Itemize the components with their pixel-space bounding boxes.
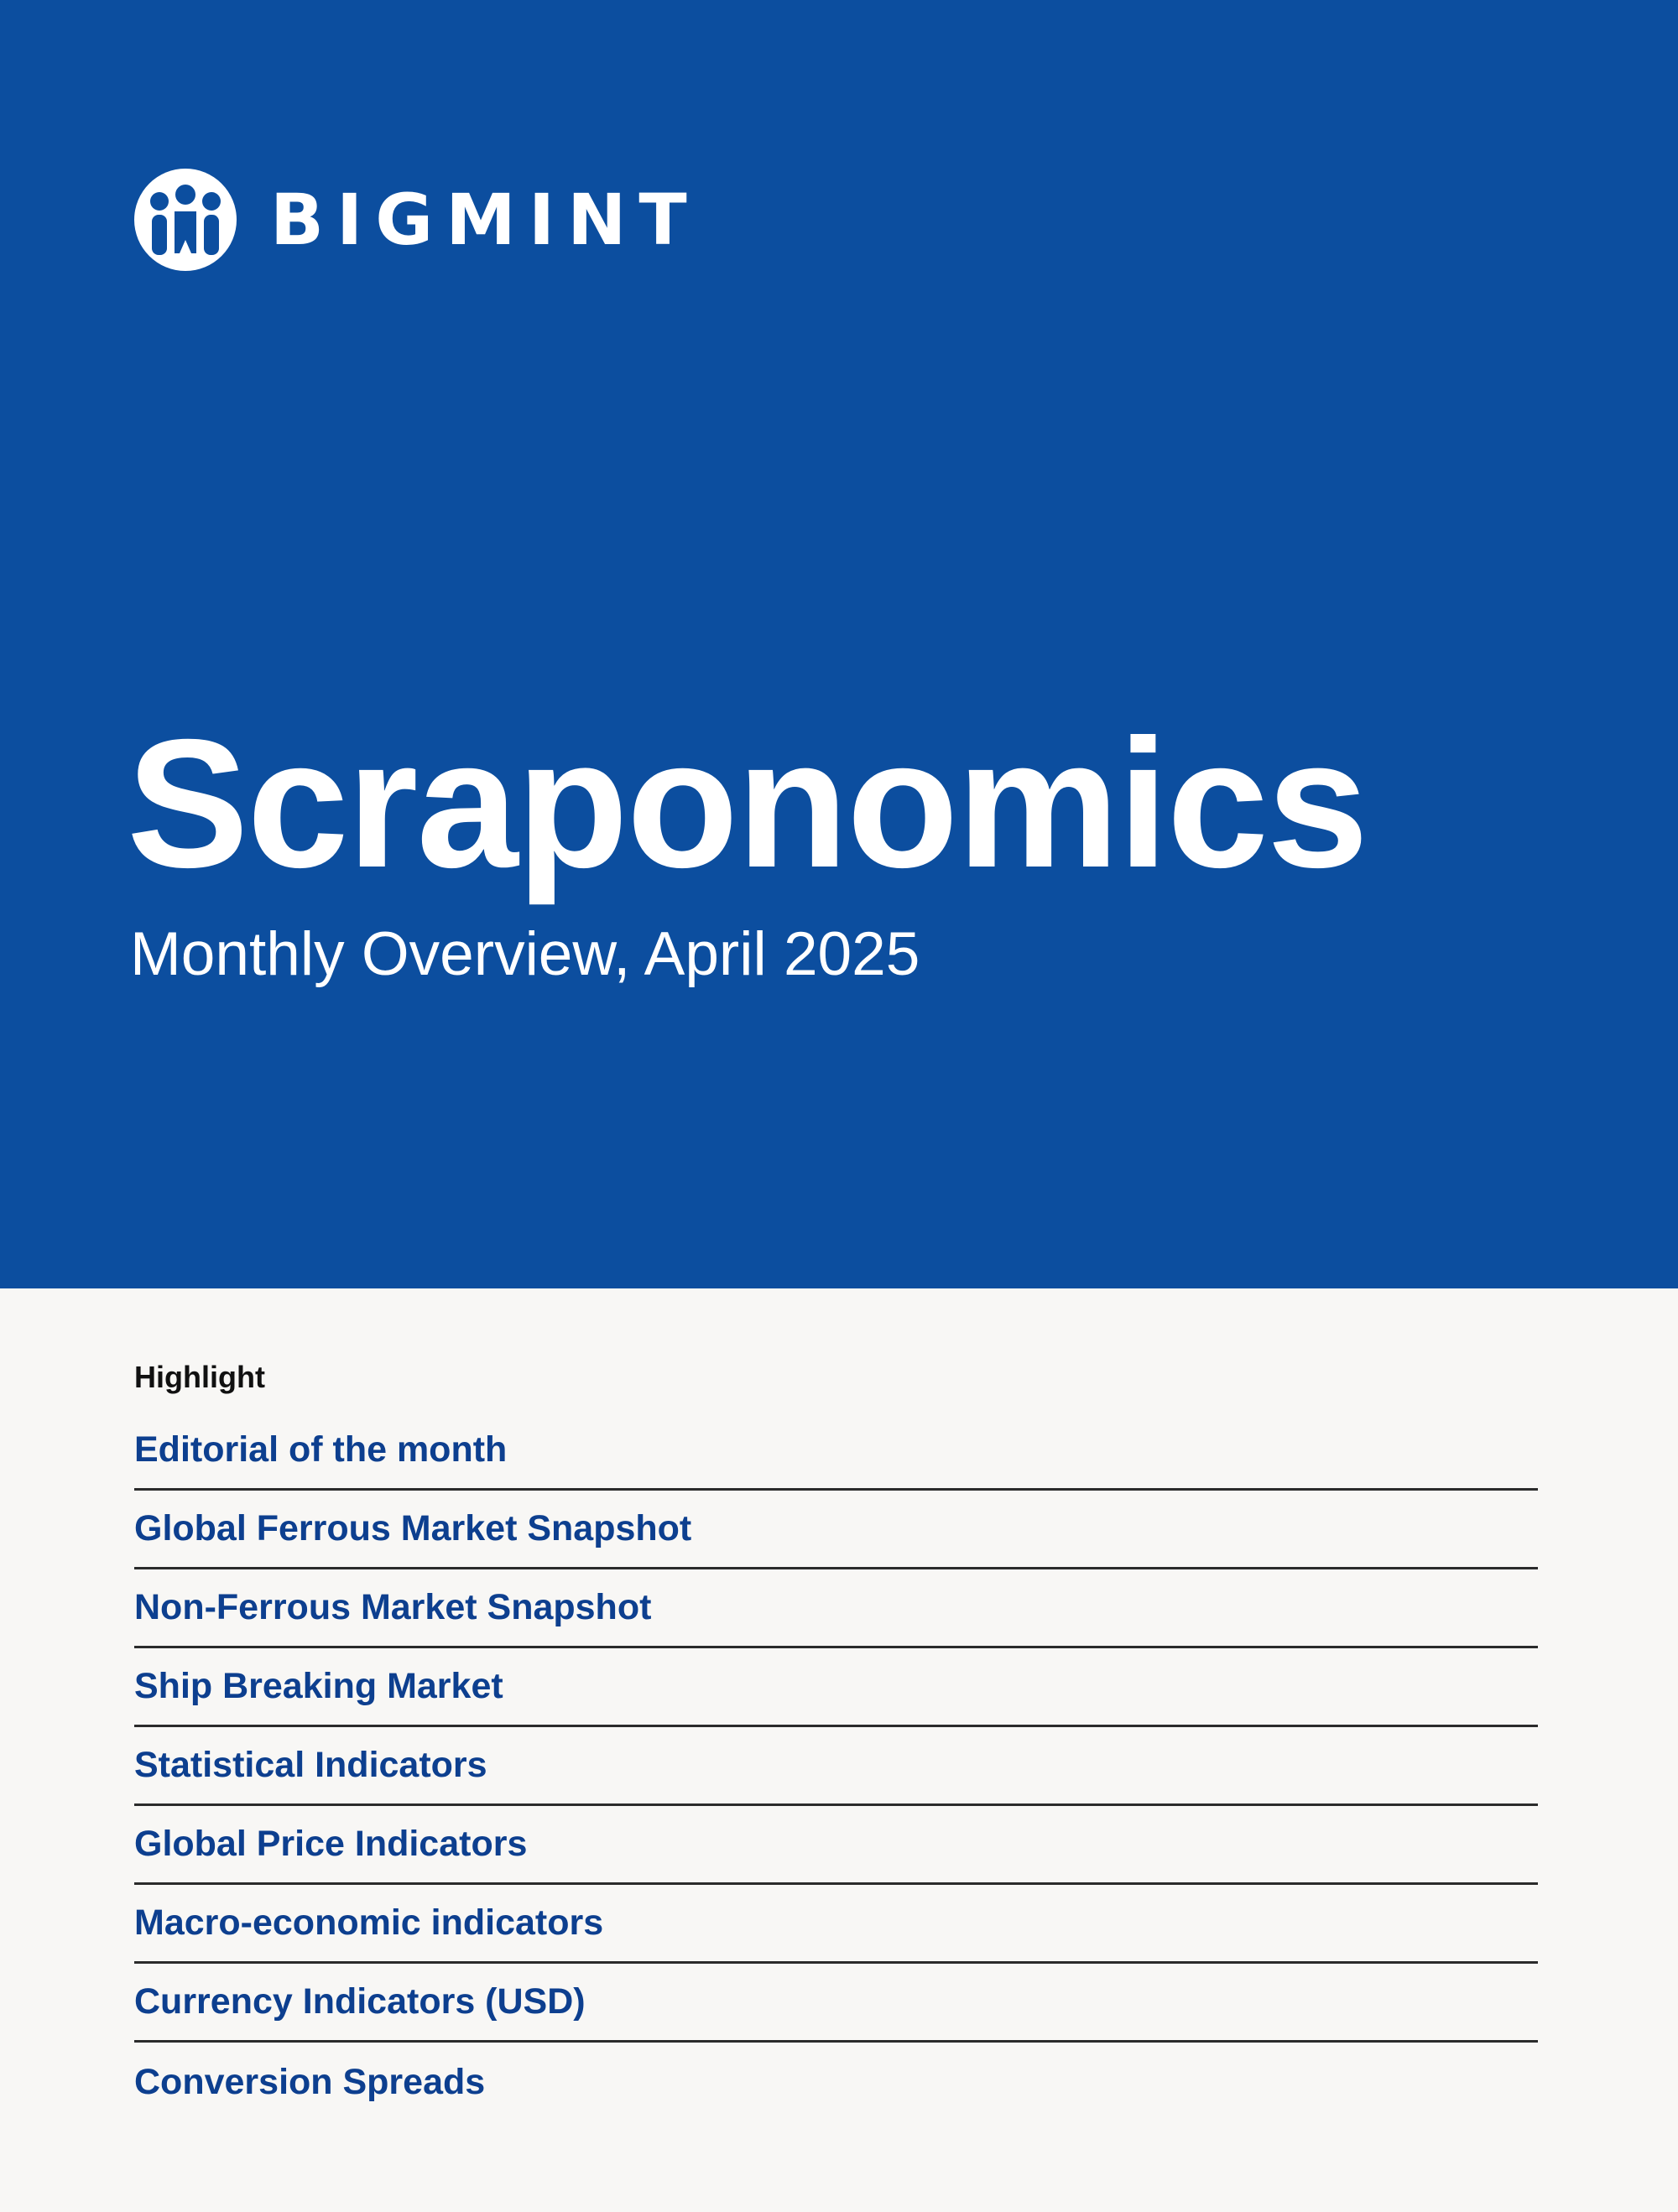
highlight-item-macro-economic[interactable]: Macro-economic indicators — [134, 1885, 1538, 1964]
highlight-item-conversion-spreads[interactable]: Conversion Spreads — [134, 2061, 486, 2102]
highlight-list — [134, 1412, 1538, 2121]
report-title: Scraponomics — [127, 702, 1368, 906]
highlight-heading: Highlight — [134, 1360, 265, 1394]
highlight-item-currency[interactable]: Currency Indicators (USD) — [134, 1964, 1538, 2043]
highlight-item-global-price[interactable]: Global Price Indicators — [134, 1806, 1538, 1885]
highlight-item-editorial[interactable]: Editorial of the month — [134, 1412, 1538, 1491]
report-subtitle: Monthly Overview, April 2025 — [130, 920, 920, 988]
highlight-item-ship-breaking[interactable]: Ship Breaking Market — [134, 1648, 1538, 1727]
highlight-item-statistical[interactable]: Statistical Indicators — [134, 1727, 1538, 1806]
bigmint-people-icon — [133, 166, 238, 273]
brand-name: BIGMINT — [270, 179, 700, 261]
highlight-item-non-ferrous[interactable]: Non-Ferrous Market Snapshot — [134, 1569, 1538, 1648]
brand-logo — [133, 166, 700, 273]
highlight-item-global-ferrous[interactable]: Global Ferrous Market Snapshot — [134, 1491, 1538, 1569]
